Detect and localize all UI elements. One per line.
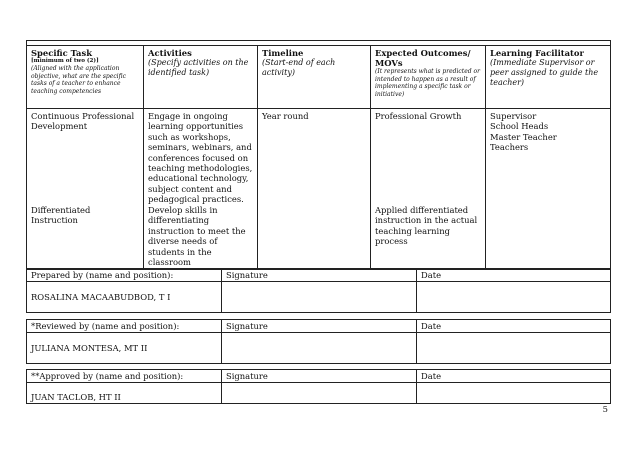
date-label: Date [417, 269, 611, 282]
signature-field [222, 282, 417, 313]
header-description: (Immediate Supervisor or peer assigned to guide the teacher) [490, 58, 599, 87]
facilitator-cell [486, 109, 611, 270]
signature-label: Signature [222, 370, 417, 383]
date-field [417, 333, 611, 364]
header-title: Specific Task [31, 48, 92, 58]
date-field [417, 383, 611, 404]
signature-field [222, 383, 417, 404]
facilitator-item: Teachers [490, 142, 529, 153]
approved-by-label: **Approved by (name and position): [27, 370, 222, 383]
tasks-cell [27, 109, 144, 270]
timeline-cell [258, 109, 371, 270]
reviewed-by-table [26, 319, 611, 364]
header-timeline [258, 46, 371, 109]
activity-text: Engage in ongoing learning opportunities such as workshops, seminars, webinars, and conferences focused on teaching methodologies, educational technology, subject content and pedagogical practices. [148, 111, 253, 205]
timeline-text: Year round [262, 111, 309, 121]
reviewed-by-label: *Reviewed by (name and position): [27, 320, 222, 333]
date-label: Date [417, 370, 611, 383]
approved-by-name: JUAN TACLOB, HT II [27, 383, 222, 404]
table-body-row [27, 109, 611, 270]
facilitator-item: School Heads [490, 121, 549, 132]
header-description: (Start-end of each activity) [262, 58, 336, 77]
header-activities [144, 46, 258, 109]
header-description: (Aligned with the application objective, what are the specific tasks of a teacher to enhance teaching competencies [31, 65, 126, 95]
header-title: Learning Facilitator [490, 48, 584, 58]
header-title: Activities [148, 48, 192, 58]
header-description: (It represents what is predicted or intended to happen as a result of implementing a specific task or initiative) [375, 68, 480, 98]
approved-by-table [26, 369, 611, 404]
prepared-by-label: Prepared by (name and position): [27, 269, 222, 282]
header-specific-task [27, 46, 144, 109]
facilitator-item: Master Teacher [490, 131, 557, 142]
activities-cell [144, 109, 258, 270]
page-number: 5 [602, 404, 608, 414]
facilitator-item: Supervisor [490, 111, 537, 121]
activity-text: Develop skills in differentiating instruction to meet the diverse needs of students in the classroom [148, 205, 246, 268]
signature-label: Signature [222, 269, 417, 282]
signature-label: Signature [222, 320, 417, 333]
outcome-text: Applied differentiated instruction in the actual teaching learning process [375, 205, 478, 247]
date-label: Date [417, 320, 611, 333]
development-plan-table [26, 40, 611, 270]
header-description: (Specify activities on the identified task) [148, 58, 249, 77]
task-text: Continuous Professional Development [31, 111, 135, 132]
header-expected-outcomes [371, 46, 486, 109]
table-header-row [27, 46, 611, 109]
header-title: Expected Outcomes/ MOVs [375, 48, 471, 68]
header-title: Timeline [262, 48, 304, 58]
signature-field [222, 333, 417, 364]
prepared-by-table [26, 268, 611, 313]
reviewed-by-name: JULIANA MONTESA, MT II [27, 333, 222, 364]
task-text: Differentiated Instruction [31, 205, 91, 226]
outcomes-cell [371, 109, 486, 270]
outcome-text: Professional Growth [375, 111, 462, 121]
header-subtitle: [minimum of two (2)] [31, 58, 99, 64]
prepared-by-name: ROSALINA MACAABUDBOD, T I [27, 282, 222, 313]
date-field [417, 282, 611, 313]
header-learning-facilitator [486, 46, 611, 109]
